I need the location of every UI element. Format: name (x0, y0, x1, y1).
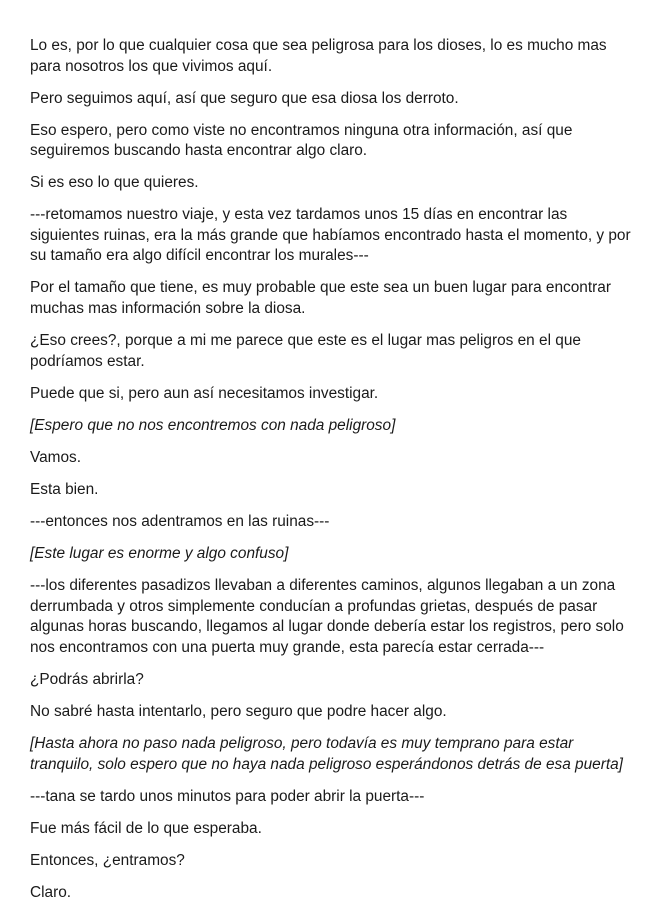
thought-paragraph: [Hasta ahora no paso nada peligroso, pero todavía es muy temprano para estar tranquilo, solo espero que no haya nada peligroso esperándonos detrás de esa puerta] (30, 735, 623, 773)
paragraph: Esta bien. (30, 480, 99, 498)
paragraph: Puede que si, pero aun así necesitamos investigar. (30, 384, 379, 402)
paragraph: Entonces, ¿entramos? (30, 851, 185, 869)
paragraph: No sabré hasta intentarlo, pero seguro que podre hacer algo. (30, 702, 447, 720)
narration-paragraph: ---los diferentes pasadizos llevaban a diferentes caminos, algunos llegaban a un zona derrumbada y otros simplemente conducían a profundas grietas, después de pasar algunas horas buscando, llegamos al lugar donde debería estar los registros, pero solo nos encontramos con una puerta muy grande, esta parecía estar cerrada--- (30, 577, 624, 656)
paragraph: Lo es, por lo que cualquier cosa que sea peligrosa para los dioses, lo es mucho mas para nosotros los que vivimos aquí. (30, 37, 607, 75)
paragraph: Pero seguimos aquí, así que seguro que esa diosa los derroto. (30, 89, 459, 107)
paragraph: ¿Podrás abrirla? (30, 670, 144, 688)
narration-paragraph: ---entonces nos adentramos en las ruinas--- (30, 513, 330, 531)
narration-paragraph: ---tana se tardo unos minutos para poder abrir la puerta--- (30, 787, 425, 805)
paragraph: Fue más fácil de lo que esperaba. (30, 819, 262, 837)
paragraph: ¿Eso crees?, porque a mi me parece que este es el lugar mas peligros en el que podríamos estar. (30, 332, 581, 370)
thought-paragraph: [Espero que no nos encontremos con nada peligroso] (30, 416, 396, 434)
paragraph: Si es eso lo que quieres. (30, 174, 199, 192)
narration-paragraph: ---retomamos nuestro viaje, y esta vez tardamos unos 15 días en encontrar las siguientes ruinas, era la más grande que habíamos encontrado hasta el momento, y por su tamaño era algo difícil encontrar los murales--- (30, 206, 631, 265)
thought-paragraph: [Este lugar es enorme y algo confuso] (30, 545, 289, 563)
paragraph: Vamos. (30, 448, 82, 466)
paragraph: Eso espero, pero como viste no encontramos ninguna otra información, así que seguiremos buscando hasta encontrar algo claro. (30, 121, 573, 160)
paragraph: Por el tamaño que tiene, es muy probable que este sea un buen lugar para encontrar muchas mas información sobre la diosa. (30, 279, 611, 317)
paragraph: Claro. (30, 883, 72, 901)
